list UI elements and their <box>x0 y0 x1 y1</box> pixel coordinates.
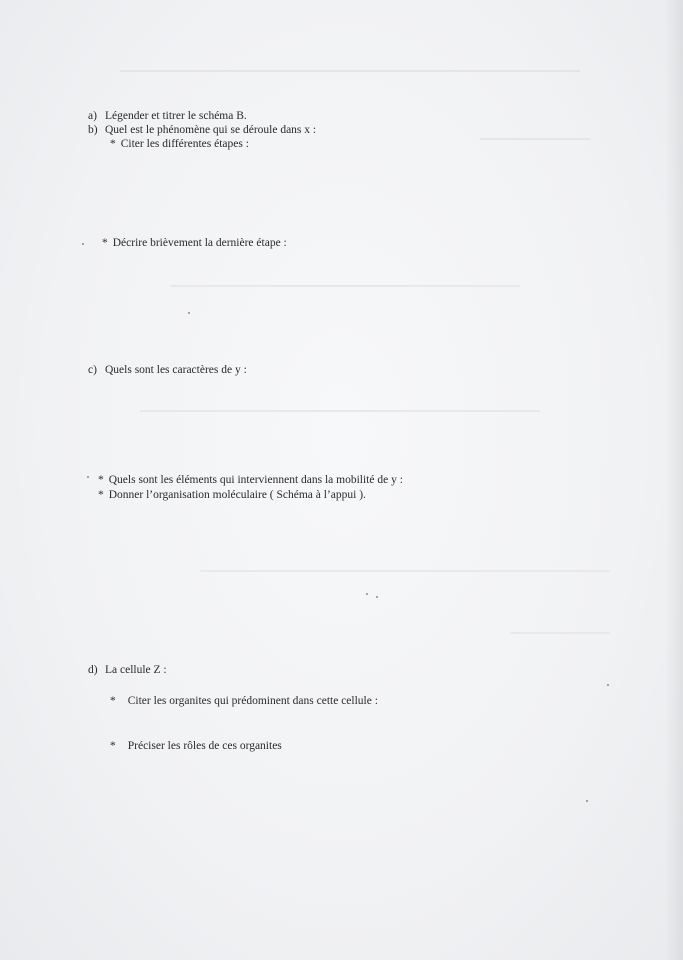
question-c-marker: c) <box>88 364 97 376</box>
show-through-line <box>480 138 590 140</box>
bullet-icon: * <box>102 237 108 249</box>
show-through-line <box>170 285 520 287</box>
question-c-sub1-text: Quels sont les éléments qui interviennent dans la mobilité de y : <box>108 474 403 486</box>
scan-speck <box>87 476 89 478</box>
bullet-icon: * <box>110 695 116 707</box>
page-edge-shadow <box>665 0 683 960</box>
question-d-marker: d) <box>88 664 98 676</box>
question-d-sub2-text: Préciser les rôles de ces organites <box>127 740 282 752</box>
question-b-sub2 <box>102 237 287 250</box>
question-d-sub2 <box>110 740 282 753</box>
question-d-text: La cellule Z : <box>105 664 167 676</box>
scan-speck <box>376 596 378 598</box>
scan-speck <box>188 312 190 314</box>
scan-speck <box>586 800 588 802</box>
show-through-line <box>510 632 610 634</box>
question-b-sub1-text: Citer les différentes étapes : <box>120 138 249 150</box>
question-d-sub1 <box>110 695 378 708</box>
question-b-sub2-text: Décrire brièvement la dernière étape : <box>112 237 287 249</box>
show-through-line <box>200 570 610 572</box>
show-through-line <box>140 410 540 412</box>
question-b <box>88 124 316 137</box>
question-a-text: Légender et titrer le schéma B. <box>105 110 247 122</box>
question-c <box>88 364 247 377</box>
question-c-sub2-text: Donner l’organisation moléculaire ( Schéma à l’appui ). <box>108 489 366 501</box>
bullet-icon: * <box>98 489 104 501</box>
show-through-line <box>120 70 580 72</box>
bullet-icon: * <box>98 474 104 486</box>
question-d <box>88 664 167 677</box>
question-b-marker: b) <box>88 124 98 136</box>
question-b-text: Quel est le phénomène qui se déroule dans x : <box>105 124 317 136</box>
question-b-sub1 <box>110 138 249 151</box>
question-c-sub2 <box>98 489 366 502</box>
scan-speck <box>607 684 609 686</box>
scan-speck <box>366 593 368 595</box>
question-c-text: Quels sont les caractères de y : <box>105 364 247 376</box>
question-c-sub1 <box>98 474 403 487</box>
question-d-sub1-text: Citer les organites qui prédominent dans cette cellule : <box>127 695 378 707</box>
bullet-icon: * <box>110 138 116 150</box>
question-a <box>88 110 247 123</box>
question-a-marker: a) <box>88 110 97 122</box>
scan-speck <box>82 243 84 245</box>
bullet-icon: * <box>110 740 116 752</box>
